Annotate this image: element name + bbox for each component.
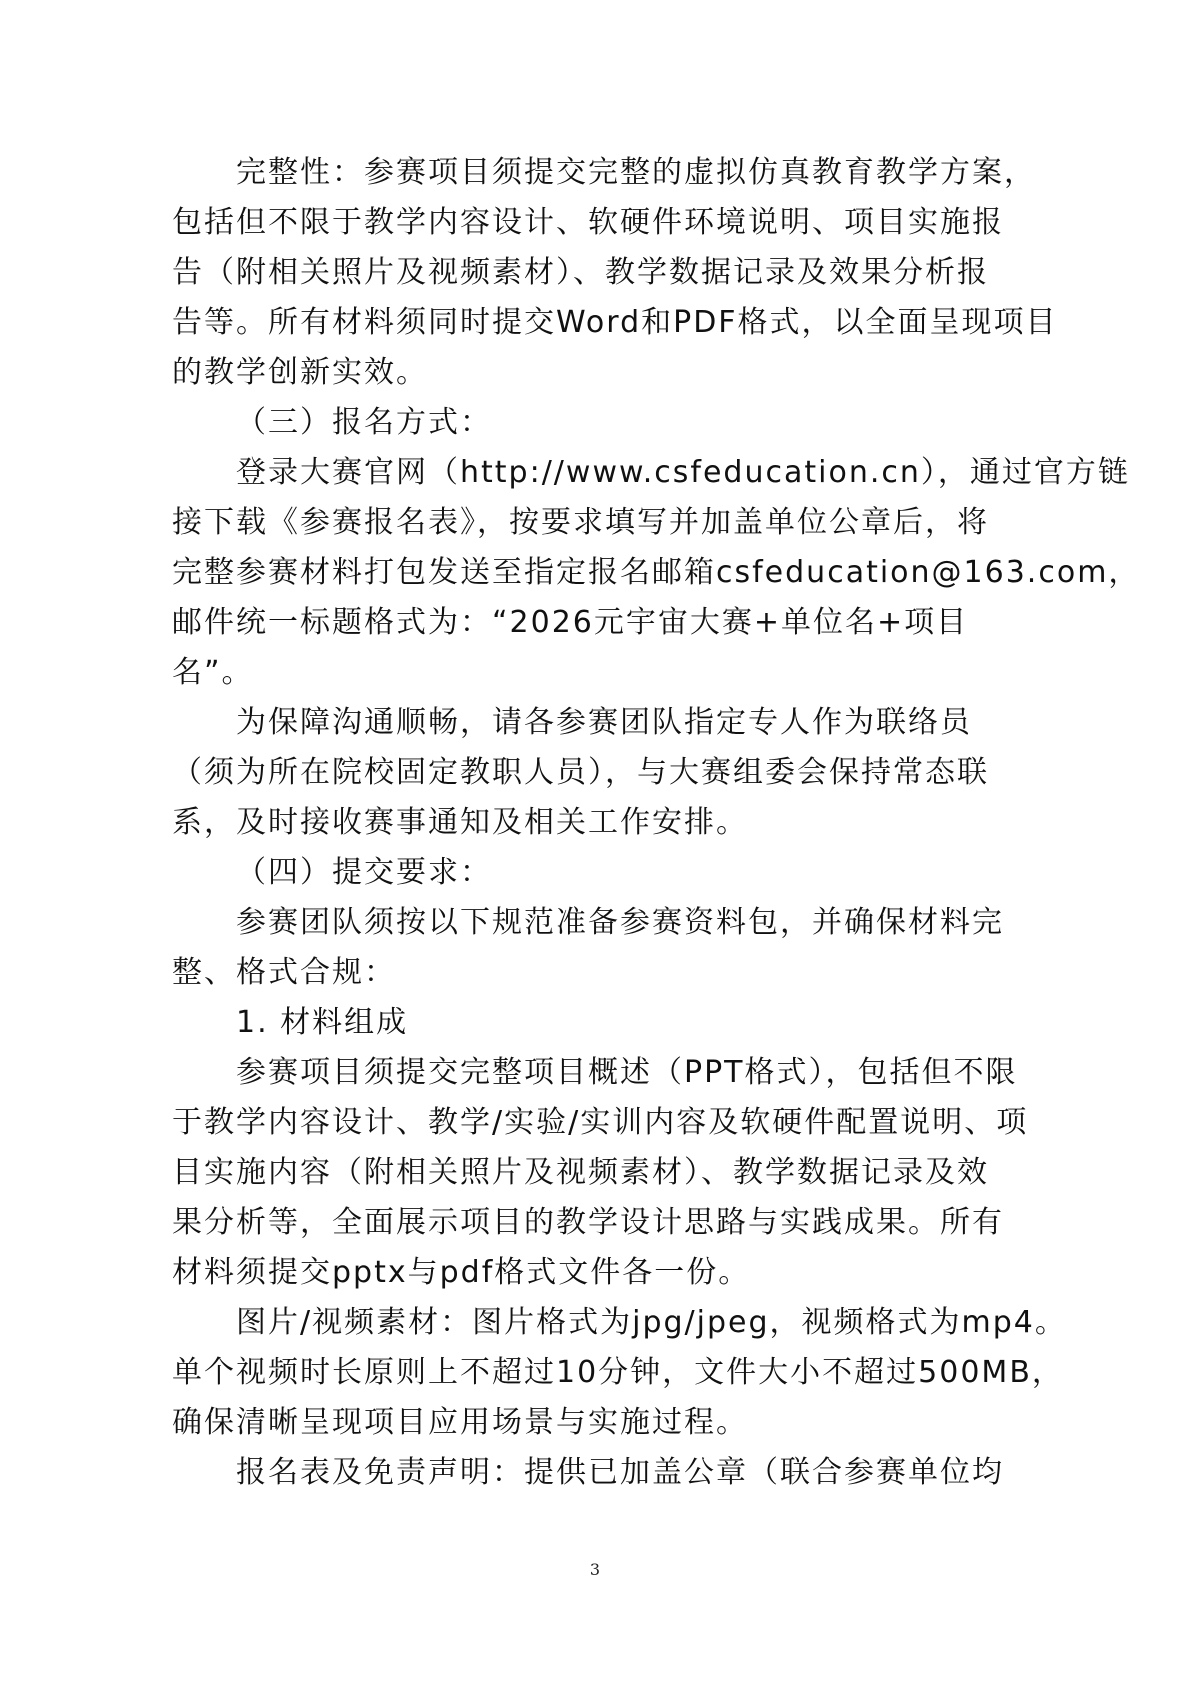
paragraph-line: 图片/视频素材：图片格式为jpg/jpeg，视频格式为mp4。 [236,1305,1067,1340]
section-heading: （四）提交要求： [236,855,492,890]
paragraph-line: 整、格式合规： [172,955,396,990]
page-number: 3 [589,1560,601,1579]
paragraph-line: 邮件统一标题格式为：“2026元宇宙大赛+单位名+项目 [172,605,969,640]
paragraph-line: 参赛团队须按以下规范准备参赛资料包，并确保材料完 [236,905,1004,940]
paragraph-line: 完整参赛材料打包发送至指定报名邮箱csfeducation@163.com， [172,555,1141,590]
paragraph-line: 单个视频时长原则上不超过10分钟，文件大小不超过500MB， [172,1355,1064,1390]
paragraph-line: 名”。 [172,655,254,690]
section-heading: （三）报名方式： [236,405,492,440]
paragraph-line: 目实施内容（附相关照片及视频素材）、教学数据记录及效 [172,1155,989,1190]
paragraph-line: （须为所在院校固定教职人员），与大赛组委会保持常态联 [172,755,989,790]
paragraph-line: 告（附相关照片及视频素材）、教学数据记录及效果分析报 [172,255,989,290]
paragraph-line: 告等。所有材料须同时提交Word和PDF格式，以全面呈现项目 [172,305,1058,340]
paragraph-line: 报名表及免责声明：提供已加盖公章（联合参赛单位均 [236,1455,1004,1490]
paragraph-line: 确保清晰呈现项目应用场景与实施过程。 [172,1405,748,1440]
paragraph-line: 为保障沟通顺畅，请各参赛团队指定专人作为联络员 [236,705,972,740]
paragraph-line: 参赛项目须提交完整项目概述（PPT格式），包括但不限 [236,1055,1018,1090]
paragraph-line: 的教学创新实效。 [172,355,428,390]
paragraph-line: 材料须提交pptx与pdf格式文件各一份。 [172,1255,751,1290]
paragraph-line: 接下载《参赛报名表》，按要求填写并加盖单位公章后，将 [172,505,989,540]
body-text [172,148,1141,1498]
paragraph-line: 包括但不限于教学内容设计、软硬件环境说明、项目实施报 [172,205,1004,240]
paragraph-line: 完整性：参赛项目须提交完整的虚拟仿真教育教学方案， [236,155,1036,190]
paragraph-line: 果分析等，全面展示项目的教学设计思路与实践成果。所有 [172,1205,1004,1240]
paragraph-line: 登录大赛官网（http://www.csfeducation.cn），通过官方链 [236,455,1130,490]
paragraph-line: 于教学内容设计、教学/实验/实训内容及软硬件配置说明、项 [172,1105,1029,1140]
subsection-heading: 1. 材料组成 [236,1005,409,1040]
paragraph-line: 系，及时接收赛事通知及相关工作安排。 [172,805,748,840]
